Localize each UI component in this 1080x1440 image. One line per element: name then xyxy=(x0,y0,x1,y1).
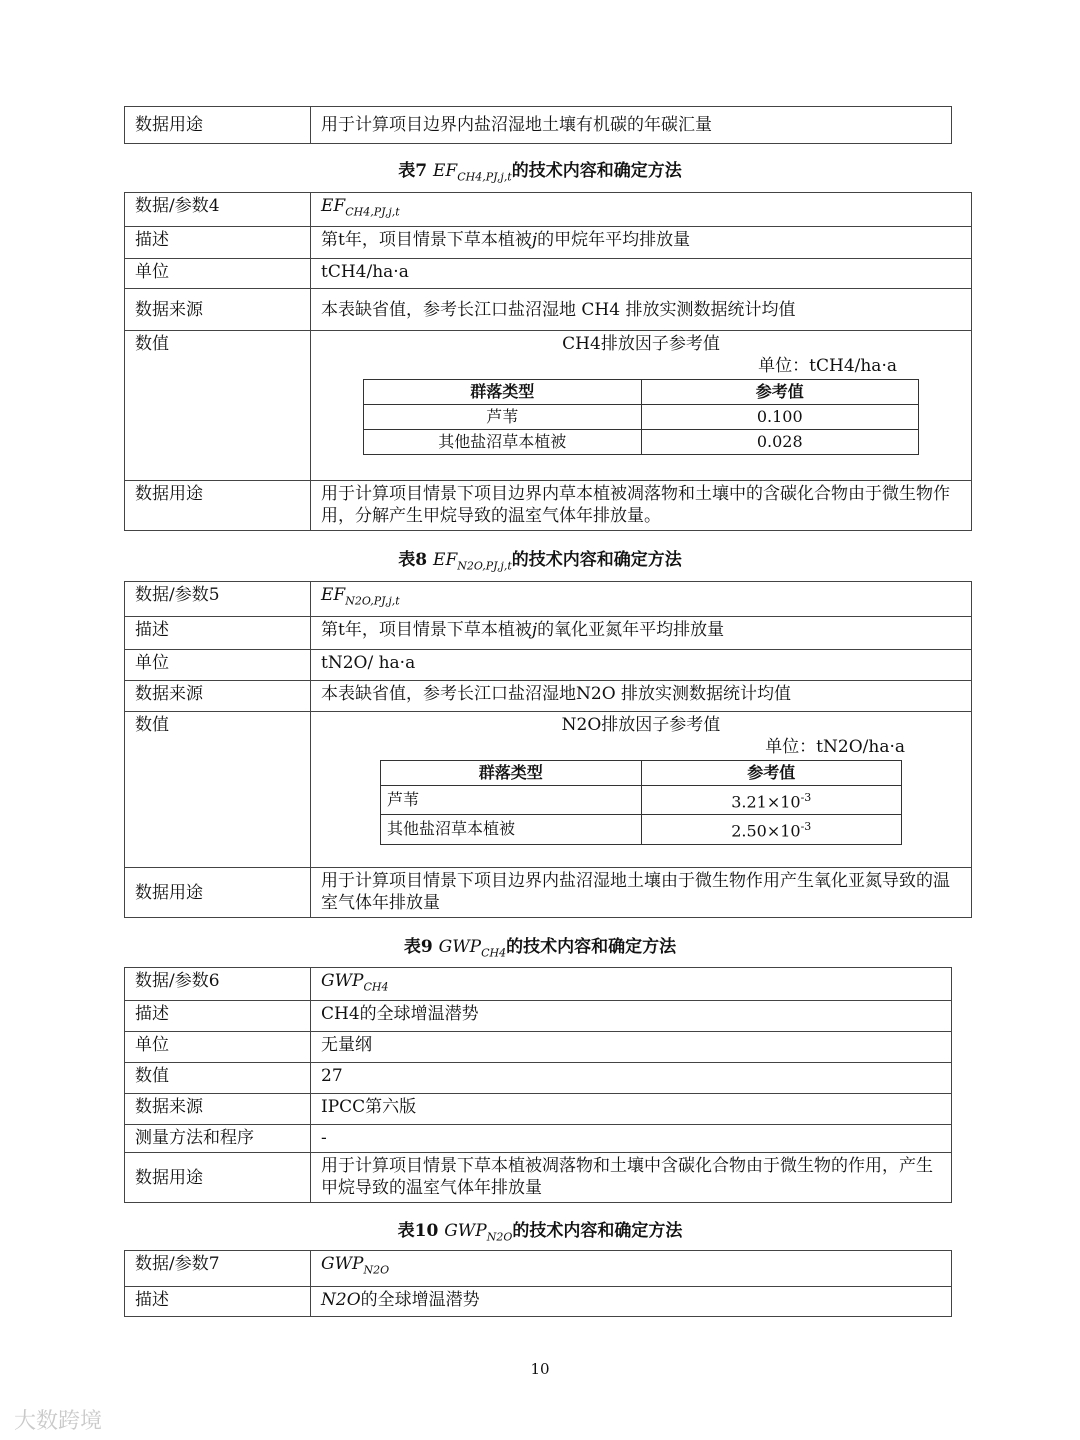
table-6-tail xyxy=(124,106,952,144)
watermark: 大数跨境 xyxy=(14,1409,103,1434)
inner-table-unit: 单位：tCH4/ha·a xyxy=(758,356,897,376)
caption-symbol: $GWP_{N2O}$ xyxy=(444,1221,513,1244)
caption-symbol: $GWP_{CH4}$ xyxy=(438,937,507,960)
row-key: 数据用途 xyxy=(125,107,311,144)
table-row: 描述 N2O的全球增温潜势 xyxy=(125,1287,952,1317)
table-row: 数据用途 用于计算项目情景下项目边界内草本植被凋落物和土壤中的含碳化合物由于微生物作用，分解产生甲烷导致的温室气体年排放量。 xyxy=(125,481,972,531)
table-8-caption: 表8 $EF_{N2O,PJ,j,t}$的技术内容和确定方法 xyxy=(398,550,682,573)
table-row: 数据用途 用于计算项目情景下草本植被凋落物和土壤中含碳化合物由于微生物的作用，产生甲烷导致的温室气体年排放量 xyxy=(125,1153,952,1203)
table-row: 描述 第t年，项目情景下草本植被j的氧化亚氮年平均排放量 xyxy=(125,617,972,650)
table-10 xyxy=(124,1250,952,1317)
inner-table-title: N2O排放因子参考值 xyxy=(561,715,721,735)
table-row: 描述 CH4的全球增温潜势 xyxy=(125,1001,952,1032)
table-row: 数值 CH4排放因子参考值 单位：tCH4/ha·a 群落类型 参考值 芦苇 0.100 其他盐沼草本植被 0.028 xyxy=(125,331,972,481)
table-9-caption: 表9 $GWP_{CH4}$的技术内容和确定方法 xyxy=(403,937,677,960)
table-row: 单位 tCH4/ha·a xyxy=(125,259,972,289)
inner-table: 群落类型 参考值 芦苇 0.100 其他盐沼草本植被 0.028 xyxy=(363,379,919,455)
table-10-caption: 表10 $GWP_{N2O}$的技术内容和确定方法 xyxy=(397,1221,683,1244)
table-row: 数值 27 xyxy=(125,1063,952,1094)
table-9 xyxy=(124,967,952,1203)
table-row: 测量方法和程序 - xyxy=(125,1125,952,1153)
table-row: 描述 第t年，项目情景下草本植被j的甲烷年平均排放量 xyxy=(125,227,972,259)
inner-table-unit: 单位：tN2O/ha·a xyxy=(765,737,905,757)
table-row: 数据来源 本表缺省值，参考长江口盐沼湿地 CH4 排放实测数据统计均值 xyxy=(125,289,972,331)
row-value: 用于计算项目边界内盐沼湿地土壤有机碳的年碳汇量 xyxy=(311,107,952,144)
table-row: 数据/参数4 $EF_{CH4,PJ,j,t}$ xyxy=(125,193,972,227)
table-row: 单位 无量纲 xyxy=(125,1032,952,1063)
table-row: 数值 N2O排放因子参考值 单位：tN2O/ha·a 群落类型 参考值 芦苇 $3.21\times 10^{-3}$ 其他盐沼草本植被 $2.50\times 10^{-3}$ xyxy=(125,712,972,868)
table-row: 数据用途 用于计算项目情景下项目边界内盐沼湿地土壤由于微生物作用产生氧化亚氮导致的温室气体年排放量 xyxy=(125,868,972,918)
table-row xyxy=(125,107,952,144)
caption-symbol: $EF_{N2O,PJ,j,t}$ xyxy=(433,550,512,573)
inner-table-title: CH4排放因子参考值 xyxy=(562,334,720,354)
table-7 xyxy=(124,192,972,531)
table-row: 数据/参数6 $GWP_{CH4}$ xyxy=(125,968,952,1001)
table-7-caption: 表7 $EF_{CH4,PJ,j,t}$的技术内容和确定方法 xyxy=(398,161,682,184)
inner-table: 群落类型 参考值 芦苇 $3.21\times 10^{-3}$ 其他盐沼草本植被 $2.50\times 10^{-3}$ xyxy=(380,760,902,845)
table-row: 数据/参数5 $EF_{N2O,PJ,j,t}$ xyxy=(125,582,972,617)
page-number: 10 xyxy=(530,1360,550,1378)
table-row: 数据来源 本表缺省值，参考长江口盐沼湿地N2O 排放实测数据统计均值 xyxy=(125,681,972,712)
table-row: 单位 tN2O/ ha·a xyxy=(125,650,972,681)
table-8 xyxy=(124,581,972,918)
table-row: 数据/参数7 $GWP_{N2O}$ xyxy=(125,1251,952,1287)
caption-symbol: $EF_{CH4,PJ,j,t}$ xyxy=(433,161,512,184)
table-row: 数据来源 IPCC第六版 xyxy=(125,1094,952,1125)
